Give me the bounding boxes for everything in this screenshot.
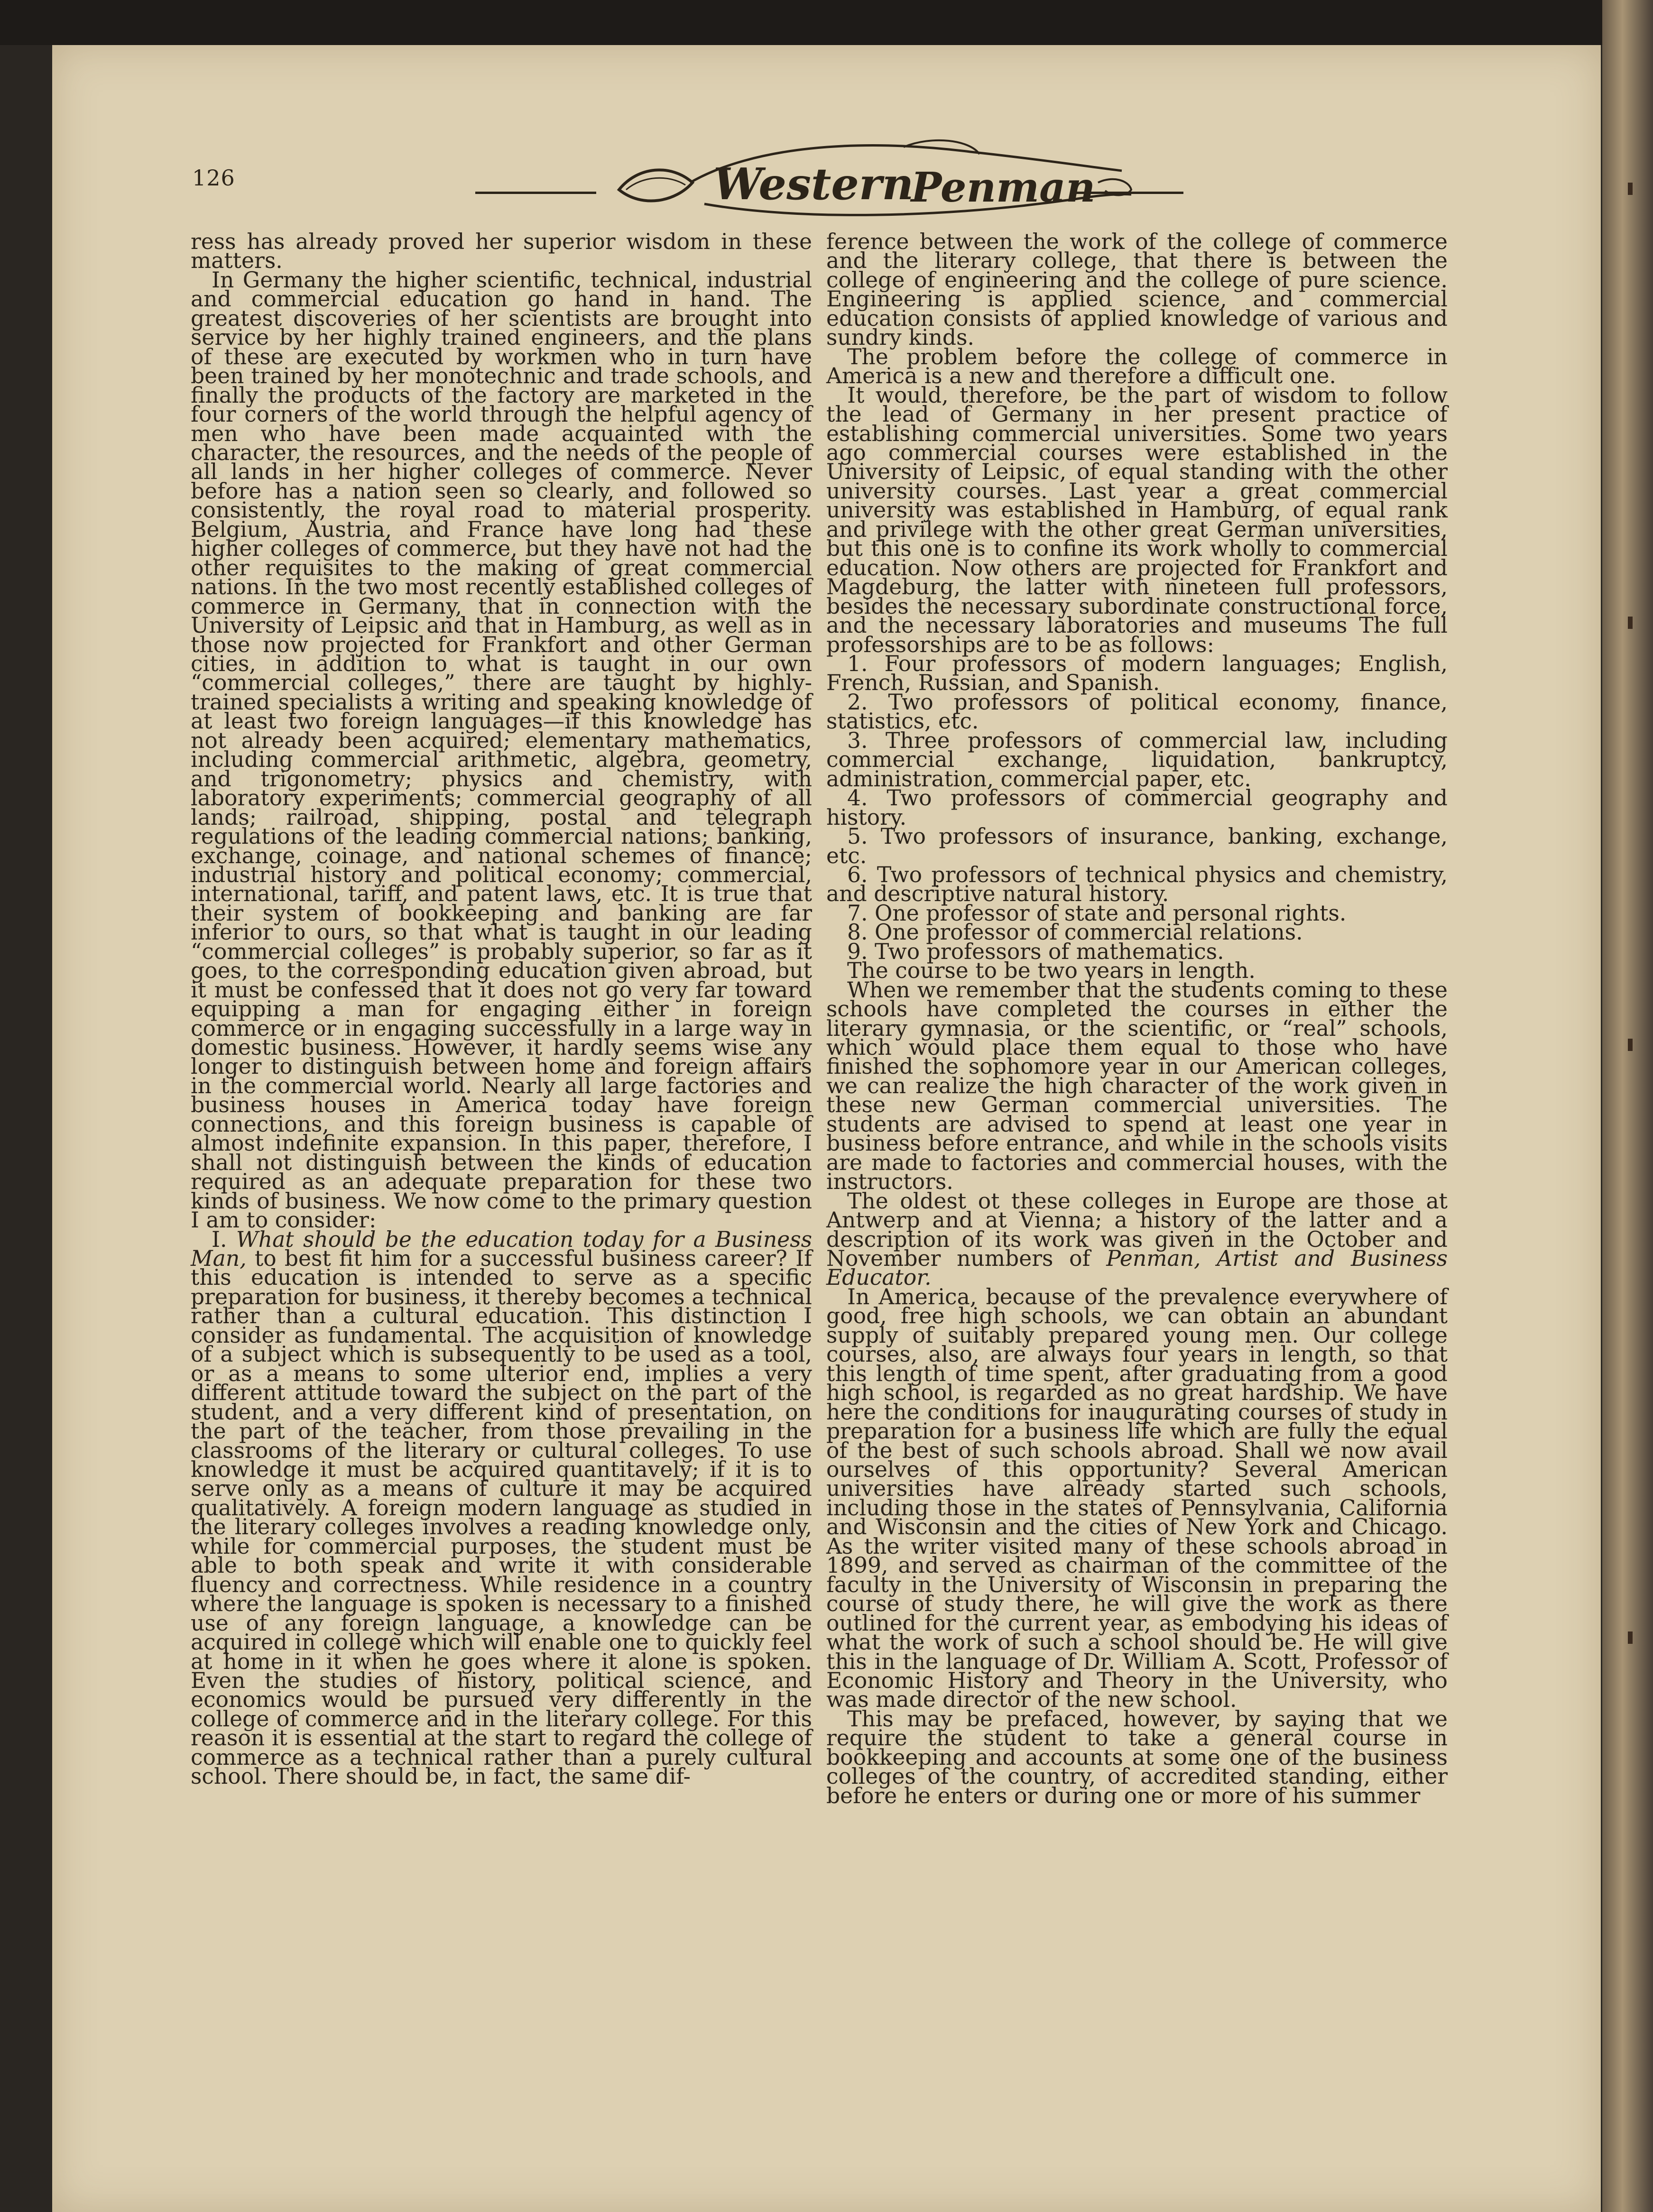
- scan-background: [0, 0, 1653, 45]
- right-column: [826, 229, 1448, 1808]
- binding-mark: [1628, 1631, 1633, 1644]
- paragraph: In America, because of the prevalence everywhere of good, free high schools, we can obtain an abundant supply of suitably prepared young men. Our college courses, also, are always four years in length, so that this length of time spent, after graduating from a good high school, is regarded as no great hardship. We have here the conditions for inaugurating courses of study in preparation for a business life which are fully the equal of the best of such schools abroad. Shall we now avail ourselves of this opportunity? Several American universities have already started such schools, including those in the states of Pennsylvania, California and Wisconsin and the cities of New York and Chicago. As the writer visited many of these schools abroad in 1899, and served as chairman of the committee of the faculty in the University of Wisconsin in preparing the course of study there, he will give the work as there outlined for the current year, as embodying his ideas of what the work of such a school should be. He will give this in the language of Dr. William A. Scott, Professor of Economic History and Theory in the University, who was made director of the new school.: [826, 1284, 1448, 1713]
- question-paragraph: [191, 1226, 812, 1789]
- professorship-item: 4. Two professors of commercial geography and history.: [826, 785, 1448, 830]
- binding-mark: [1628, 183, 1633, 195]
- binding-mark: [1628, 617, 1633, 629]
- professorship-item: 3. Three professors of commercial law, including commercial exchange, liquidation, bankruptcy, administration, commercial paper, etc.: [826, 728, 1448, 792]
- paragraph: In Germany the higher scientific, technical, industrial and commercial education go hand in hand. The greatest discoveries of her scientists are brought into service by her highly trained engineers, and the plans of these are executed by workmen who in turn have been trained by her monotechnic and trade schools, and finally the products of the factory are marketed in the four corners of the world through the helpful agency of men who have been made acquainted with the character, the resources, and the needs of the people of all lands in her higher colleges of commerce. Never before has a nation seen so clearly, and followed so consistently, the royal road to material prosperity. Belgium, Austria, and France have long had these higher colleges of commerce, but they have not had the other requisites to the making of great commercial nations. In the two most recently established colleges of commerce in Germany, that in connection with the University of Leipsic and that in Hamburg, as well as in those now projected for Frankfort and other German cities, in addition to what is taught in our own “commercial colleges,” there are taught by highly-trained specialists a writing and speaking knowledge of at least two foreign languages—if this knowledge has not already been acquired; elementary mathematics, including commercial arithmetic, algebra, geometry, and trigonometry; physics and chemistry, with laboratory experiments; commercial geography of all lands; railroad, shipping, postal and telegraph regulations of the leading commercial nations; banking, exchange, coinage, and national schemes of finance; industrial history and political economy; commercial, international, tariff, and patent laws, etc. It is true that their system of bookkeeping and banking are far inferior to ours, so that what is taught in our leading “commercial colleges” is probably superior, so far as it goes, to the corresponding education given abroad, but it must be confessed that it does not go very far toward equipping a man for engaging either in foreign commerce or in engaging successfully in a large way in domestic business. However, it hardly seems wise any longer to distinguish between home and foreign affairs in the commercial world. Nearly all large factories and business houses in America today have foreign connections, and this foreign business is capable of almost indefinite expansion. In this paper, therefore, I shall not distinguish between the kinds of education required as an adequate preparation for these two kinds of business. We now come to the primary question I am to consider:: [191, 267, 812, 1233]
- question-body: to best fit him for a successful business career? If this education is intended to serve as a specific preparation for business, it thereby becomes a technical rather than a cultural education. This distinction I consider as fundamental. The acquisition of knowledge of a subject which is subsequently to be used as a tool, or as a means to some ulterior end, implies a very different attitude toward the subject on the part of the student, and a very different kind of presentation, on the part of the teacher, from those prevailing in the classrooms of the literary or cultural colleges. To use knowledge it must be acquired quantitavely; if it is to serve only as a means of culture it may be acquired qualitatively. A foreign modern language as studied in the literary colleges involves a reading knowledge only, while for commercial purposes, the student must be able to both speak and write it with considerable fluency and correctness. While residence in a country where the language is spoken is necessary to a finished use of any foreign language, a knowledge can be acquired in college which will enable one to quickly feel at home in it when he goes where it alone is spoken. Even the studies of history, political science, and economics would be pursued very differently in the college of commerce and in the literary college. For this reason it is essential at the start to regard the college of commerce as a technical rather than a purely cultural school. There should be, in fact, the same dif-: [191, 1246, 812, 1789]
- professorship-item: 6. Two professors of technical physics and chemistry, and descriptive natural history.: [826, 862, 1448, 907]
- paragraph: ference between the work of the college of commerce and the literary college, that there is between the college of engineering and the college of pure science. Engineering is applied science, and commercial education consists of applied knowledge of various and sundry kinds.: [826, 229, 1448, 350]
- svg-text:Penman: Penman: [911, 164, 1096, 212]
- professorship-item: 1. Four professors of modern languages; English, French, Russian, and Spanish.: [826, 651, 1448, 696]
- paragraph: This may be prefaced, however, by saying that we require the student to take a general course in bookkeeping and accounts at some one of the business colleges of the country, of accredited standing, either before he enters or during one or more of his summer: [826, 1706, 1448, 1808]
- oldest-text: The oldest ot these colleges in Europe are those at Antwerp and at Vienna; a history of the latter and a description of its work was given in the October and November numbers of: [826, 1188, 1448, 1272]
- question-prefix: I.: [212, 1226, 236, 1252]
- paragraph: It would, therefore, be the part of wisdom to follow the lead of Germany in her present practice of establishing commercial universities. Some two years ago commercial courses were established in the University of Leipsic, of equal standing with the other university courses. Last year a great commercial university was established in Hamburg, of equal rank and privilege with the other great German universities, but this one is to confine its work wholly to commercial education. Now others are projected for Frankfort and Magdeburg, the latter with nineteen full professors, besides the necessary subordinate constructional force, and the necessary laboratories and museums The full professorships are to be as follows:: [826, 382, 1448, 657]
- binding-mark: [1628, 1039, 1633, 1051]
- professorship-item: 8. One professor of commercial relations.: [847, 920, 1303, 945]
- left-column: [191, 229, 812, 1789]
- professorship-item: 9. Two professors of mathematics.: [847, 939, 1224, 964]
- professorship-item: 7. One professor of state and personal rights.: [847, 900, 1347, 926]
- professorship-item: 2. Two professors of political economy, finance, statistics, etc.: [826, 689, 1448, 734]
- publication-title: Penman, Artist and Business Educator.: [826, 1246, 1448, 1290]
- svg-text:Western: Western: [713, 158, 914, 210]
- question-title: What should be the education today for a Business Man,: [191, 1226, 812, 1272]
- paragraph: When we remember that the students coming to these schools have completed the courses in either the literary gymnasia, or the scientific, or “real” schools, which would place them equal to those who have finished the sophomore year in our American colleges, we can realize the high character of the work given in these new German commercial universities. The students are advised to spend at least one year in business before entrance, and while in the schools visits are made to factories and commercial houses, with the instructors.: [826, 977, 1448, 1195]
- paragraph: The course to be two years in length.: [847, 958, 1256, 984]
- paragraph: ress has already proved her superior wisdom in these matters.: [191, 229, 812, 274]
- paragraph: [826, 1188, 1448, 1290]
- paragraph: The problem before the college of commerce in America is a new and therefore a difficult one.: [826, 344, 1448, 389]
- masthead-logo: [609, 138, 1141, 232]
- professorship-item: 5. Two professors of insurance, banking, exchange, etc.: [826, 824, 1448, 868]
- masthead-rule-left: [475, 192, 596, 194]
- binding-edge: [1602, 0, 1653, 2212]
- page-number: 126: [192, 165, 235, 191]
